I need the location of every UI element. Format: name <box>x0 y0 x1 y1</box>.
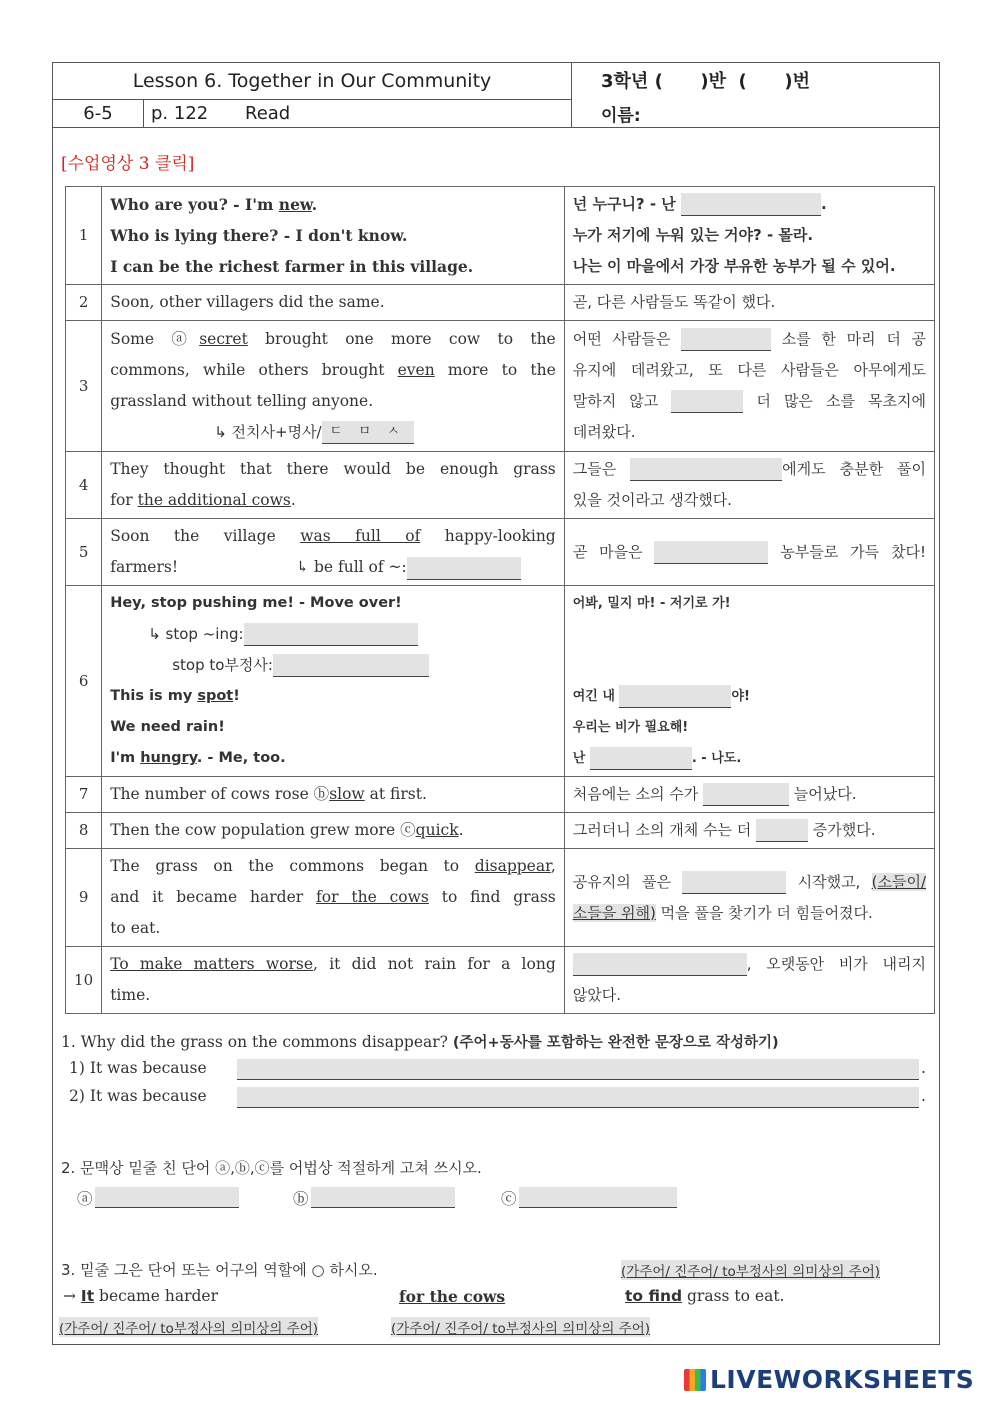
english-cell <box>102 777 565 813</box>
underlined-phrase: To make matters worse <box>110 955 314 973</box>
row-number: 2 <box>66 285 102 321</box>
english-cell: Soon, other villagers did the same. <box>102 285 565 321</box>
underlined-phrase: the additional cows <box>137 491 291 509</box>
answer-blank[interactable] <box>590 747 692 770</box>
text: 곧 마을은 <box>572 542 655 561</box>
text: 처음에는 소의 수가 <box>572 785 703 803</box>
underlined-to-find: to find <box>625 1287 683 1305</box>
table-row <box>66 586 935 777</box>
text: . - Me, too. <box>196 750 286 766</box>
row-number: 4 <box>66 452 102 519</box>
text: Who is lying there? - I don't know. <box>110 226 408 245</box>
table-row <box>66 947 935 1014</box>
table-row <box>66 187 935 285</box>
row-number: 6 <box>66 586 102 777</box>
translation-table <box>65 186 935 1014</box>
english-cell <box>102 813 565 849</box>
logo-text: LIVEWORKSHEETS <box>710 1365 975 1394</box>
text: for <box>110 491 138 509</box>
q3-sentence-start <box>63 1287 218 1305</box>
underlined-for-the-cows: for the cows <box>399 1287 506 1306</box>
answer-blank[interactable] <box>573 953 747 976</box>
text: , it did not rain for a long <box>313 955 556 973</box>
text: 공유지의 풀은 <box>572 872 683 891</box>
question-1 <box>61 1031 779 1052</box>
question-3 <box>61 1259 378 1280</box>
text: I can be the richest farmer in this village. <box>110 257 474 276</box>
text: Who are you? - I'm <box>110 195 279 214</box>
text: The grass on the commons began to <box>110 857 475 875</box>
hint-label: stop to부정사: <box>172 656 273 674</box>
text: , 오랫동안 비가 내리지 <box>746 955 926 973</box>
text: 야! <box>731 689 750 704</box>
hint-label: ↳ stop ~ing: <box>148 625 244 643</box>
period: . <box>921 1087 926 1105</box>
row-number: 9 <box>66 849 102 947</box>
class-line: 3학년 ( )반 ( )번 <box>601 71 810 92</box>
text: . - 나도. <box>691 751 742 766</box>
english-cell <box>102 321 565 452</box>
table-row <box>66 849 935 947</box>
english-cell <box>102 187 565 285</box>
text: The number of cows rose <box>110 785 314 803</box>
text: 소를 한 마리 더 공 <box>771 330 926 348</box>
korean-cell <box>564 586 934 777</box>
text: 있을 것이라고 생각했다. <box>572 491 732 509</box>
row-number: 8 <box>66 813 102 849</box>
table-row <box>66 777 935 813</box>
lesson-sub <box>53 100 572 127</box>
text: 에게도 충분한 풀이 <box>782 460 926 478</box>
row-number: 5 <box>66 519 102 586</box>
underlined-word: disappear <box>474 857 551 875</box>
text: became harder <box>94 1287 218 1305</box>
answer-blank[interactable] <box>244 623 418 646</box>
answer-a-input[interactable] <box>95 1187 239 1208</box>
underlined-word: spot <box>197 688 234 704</box>
korean-cell <box>564 813 934 849</box>
text: Then the cow population grew more <box>110 821 401 839</box>
lesson-code: 6-5 <box>53 100 144 127</box>
page-number: p. 122 <box>151 103 209 124</box>
choice-option[interactable]: 소들을 위해) <box>572 903 656 922</box>
text: happy-looking <box>420 527 556 545</box>
underlined-word: hungry <box>140 750 197 766</box>
hint-label: ↳ 전치사+명사/ <box>214 423 322 441</box>
text: farmers! <box>110 558 179 576</box>
lesson-title: Lesson 6. Together in Our Community <box>53 63 572 100</box>
text: , <box>550 857 556 875</box>
mark-b-label: ⓑ <box>293 1190 309 1208</box>
row-number: 1 <box>66 187 102 285</box>
table-row <box>66 321 935 452</box>
korean-cell: 곧, 다른 사람들도 똑같이 했다. <box>564 285 934 321</box>
text: grass to eat. <box>682 1287 785 1305</box>
text: I'm <box>110 750 141 766</box>
hint-blank[interactable]: ㄷ ㅁ ㅅ <box>322 421 414 444</box>
english-cell <box>102 586 565 777</box>
korean-cell <box>564 777 934 813</box>
text: more to the <box>434 361 556 379</box>
text: time. <box>110 986 151 1004</box>
text: 늘어났다. <box>788 785 857 803</box>
english-cell <box>102 519 565 586</box>
text: 나는 이 마을에서 가장 부유한 농부가 될 수 있어. <box>572 257 896 275</box>
role-options-for-the-cows[interactable]: (가주어/ 진주어/ to부정사의 의미상의 주어) <box>391 1317 650 1337</box>
text: 증가했다. <box>807 821 876 839</box>
korean-cell <box>564 452 934 519</box>
answer-blank[interactable] <box>630 458 782 481</box>
text: Some <box>110 330 172 348</box>
text: . <box>311 195 318 214</box>
role-options-to-find[interactable]: (가주어/ 진주어/ to부정사의 의미상의 주어) <box>621 1260 880 1280</box>
text: 데려왔다. <box>572 423 636 441</box>
english-cell <box>102 947 565 1014</box>
q1-answer-2-input[interactable] <box>237 1087 919 1108</box>
video-link[interactable]: [수업영상 3 클릭] <box>61 154 195 174</box>
text: 말하지 않고 <box>572 392 672 410</box>
q3-sentence-end <box>625 1287 784 1305</box>
underlined-word: slow <box>329 785 365 803</box>
row-number: 10 <box>66 947 102 1014</box>
text: This is my <box>110 688 198 704</box>
section-read: Read <box>245 103 291 124</box>
answer-blank[interactable] <box>619 685 731 708</box>
text: 여긴 내 <box>572 689 620 704</box>
underlined-word: even <box>397 361 435 379</box>
table-row <box>66 813 935 849</box>
logo-icon <box>684 1369 706 1391</box>
text: 우리는 비가 필요해! <box>572 720 689 735</box>
text: 농부들로 가득 찼다! <box>768 542 926 561</box>
korean-cell <box>564 519 934 586</box>
liveworksheets-logo <box>684 1365 974 1394</box>
text: brought one more cow to the <box>247 330 556 348</box>
arrow: → <box>63 1287 81 1305</box>
underlined-word: secret <box>199 330 248 348</box>
question-2: 2. 문맥상 밑줄 친 단어 ⓐ,ⓑ,ⓒ를 어법상 적절하게 고쳐 쓰시오. <box>61 1159 482 1177</box>
question-instruction: (주어+동사를 포함하는 완전한 문장으로 작성하기) <box>452 1035 779 1051</box>
text: We need rain! <box>110 719 225 735</box>
table-row <box>66 519 935 586</box>
korean-cell: 넌 누구니? - 난 . 누가 저기에 누워 있는 거야? - 몰라. 나는 이 마을에서 가장 부유한 농부가 될 수 있어. <box>564 187 934 285</box>
text: 그들은 <box>572 460 631 478</box>
answer-c-input[interactable] <box>519 1187 677 1208</box>
answer-blank[interactable] <box>681 328 771 351</box>
mark-b: ⓑ <box>313 785 330 803</box>
answer-blank[interactable] <box>682 871 786 894</box>
text: 어봐, 밀지 마! - 저기로 가! <box>572 596 731 611</box>
answer-blank[interactable] <box>671 390 743 413</box>
english-cell <box>102 849 565 947</box>
text: 그러더니 소의 개체 수는 더 <box>572 821 756 839</box>
text: ! <box>233 688 240 704</box>
text: 유지에 데려왔고, 또 다른 사람들은 아무에게도 <box>572 361 926 379</box>
text: at first. <box>364 785 427 803</box>
text: commons, while others brought <box>110 361 398 379</box>
answer-blank[interactable] <box>756 819 808 842</box>
text: 먹을 풀을 찾기가 더 힘들어졌다. <box>655 903 873 922</box>
text: to eat. <box>110 919 161 937</box>
answer-blank[interactable] <box>703 783 789 806</box>
korean-cell <box>564 849 934 947</box>
row-number: 7 <box>66 777 102 813</box>
answer-blank[interactable] <box>273 654 429 677</box>
hint-label: ↳ be full of ~: <box>296 558 407 576</box>
period: . <box>921 1059 926 1077</box>
row-number: 3 <box>66 321 102 452</box>
answer-blank[interactable] <box>681 193 821 216</box>
text: 시작했고, <box>786 872 872 891</box>
role-options-it[interactable]: (가주어/ 진주어/ to부정사의 의미상의 주어) <box>59 1317 318 1337</box>
text: grassland without telling anyone. <box>110 392 374 410</box>
korean-cell <box>564 947 934 1014</box>
answer-b-input[interactable] <box>311 1187 455 1208</box>
text: 않았다. <box>572 986 621 1004</box>
text: Soon the village <box>110 527 301 545</box>
underlined-word: quick <box>415 821 459 839</box>
choice-option[interactable]: (소들이/ <box>871 872 927 891</box>
mark-a-label: ⓐ <box>77 1190 93 1208</box>
table-row <box>66 452 935 519</box>
text: 난 <box>572 751 590 766</box>
q1-answer-1-input[interactable] <box>237 1059 919 1080</box>
text: to find grass <box>428 888 556 906</box>
text: . <box>290 491 296 509</box>
q1-answer-1-label: 1) It was because <box>69 1059 207 1077</box>
mark-c-label: ⓒ <box>501 1190 517 1208</box>
text: . <box>458 821 464 839</box>
q1-answer-2-label: 2) It was because <box>69 1087 207 1105</box>
answer-blank[interactable] <box>654 541 768 564</box>
text: 넌 누구니? - 난 <box>572 195 682 213</box>
text: Hey, stop pushing me! - Move over! <box>110 595 402 611</box>
header <box>53 63 939 128</box>
question-prompt: 1. Why did the grass on the commons disappear? <box>61 1033 453 1051</box>
text: and it became harder <box>110 888 317 906</box>
underlined-word: new <box>278 195 312 214</box>
name-label: 이름: <box>601 106 641 126</box>
korean-cell <box>564 321 934 452</box>
text: 더 많은 소를 목초지에 <box>743 392 926 410</box>
underlined-phrase: for the cows <box>316 888 429 906</box>
underlined-phrase: was full of <box>300 527 421 545</box>
text: They thought that there would be enough grass <box>110 460 556 478</box>
worksheet <box>52 62 940 1345</box>
answer-blank[interactable] <box>407 557 521 580</box>
text: 어떤 사람들은 <box>572 330 682 348</box>
question-prompt: 3. 밑줄 그은 단어 또는 어구의 역할에 ○ 하시오. <box>61 1261 378 1279</box>
table-row <box>66 285 935 321</box>
english-cell <box>102 452 565 519</box>
mark-a: ⓐ <box>171 330 200 348</box>
text: 누가 저기에 누워 있는 거야? - 몰라. <box>572 226 814 244</box>
mark-c: ⓒ <box>400 821 416 839</box>
underlined-it: It <box>80 1287 95 1305</box>
